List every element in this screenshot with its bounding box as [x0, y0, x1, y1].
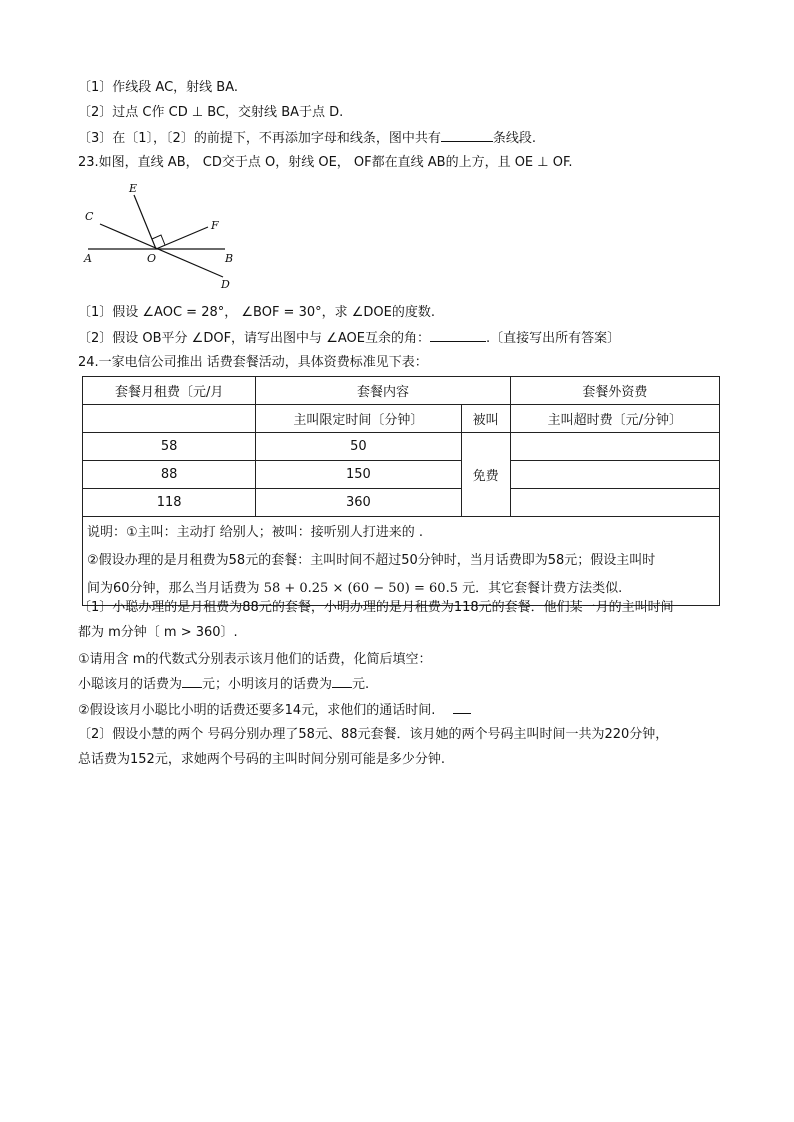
q22-item3-text: 〔3〕在〔1〕，〔2〕的前提下，不再添加字母和线条，图中共有: [78, 131, 441, 146]
table-note: [83, 517, 720, 606]
answer-blank: [182, 674, 202, 688]
fill-text-c: 元.: [352, 677, 370, 692]
th-package-content: 套餐内容: [256, 377, 510, 405]
fill-text-a: 小聪该月的话费为: [78, 677, 183, 692]
answer-blank: [332, 674, 352, 688]
note-line2: ②假设办理的是月租费为58元的套餐：主叫时间不超过50分钟时，当月话费即为58元；假设主叫时: [87, 553, 656, 568]
label-o: O: [147, 252, 157, 265]
q24-stem: 24.一家电信公司推出 话费套餐活动，具体资费标准见下表：: [78, 355, 428, 370]
th-monthly-fee: 套餐月租费〔元/月: [83, 377, 256, 405]
fee-formula: 58 + 0.25 × (60 − 50) = 60.5: [263, 581, 458, 596]
line-cd: [100, 224, 223, 277]
q23-item1: 〔1〕假设 ∠AOC = 28°， ∠BOF = 30°，求 ∠DOE的度数.: [78, 305, 435, 320]
ray-of: [156, 227, 208, 249]
q22-item2: 〔2〕过点 C作 CD ⊥ BC，交射线 BA于点 D.: [78, 105, 344, 120]
q23-item2-tail: .〔直接写出所有答案〕: [485, 331, 621, 346]
cell-overtime: [510, 461, 719, 489]
q22-item3-tail: 条线段.: [492, 131, 536, 146]
q24-p2-line1: 〔2〕假设小慧的两个 号码分别办理了58元、88元套餐．该月她的两个号码主叫时间一共为220分钟，: [78, 727, 669, 742]
empty-cell: [83, 405, 256, 433]
answer-blank: [441, 128, 493, 142]
fill-text-b: 元；小明该月的话费为: [202, 677, 333, 692]
q22-item3: [78, 128, 536, 149]
cell-fee: 58: [83, 433, 256, 461]
q23-stem: 23.如图，直线 AB， CD交于点 O，射线 OE， OF都在直线 AB的上方，且 OE ⊥ OF.: [78, 155, 573, 170]
note-line1: 说明：①主叫：主动打 给别人；被叫：接听别人打进来的 .: [87, 525, 424, 540]
q24-p2-line2: 总话费为152元，求她两个号码的主叫时间分别可能是多少分钟.: [78, 752, 445, 767]
tariff-table: [82, 376, 720, 606]
answer-blank: [430, 328, 486, 342]
q24-p1-line1: 〔1〕小聪办理的是月租费为88元的套餐，小明办理的是月租费为118元的套餐．他们某一月的主叫时间: [78, 600, 674, 615]
cell-limit: 50: [256, 433, 461, 461]
q24-p1-line2: 都为 m分钟〔 m > 360〕.: [78, 625, 238, 640]
q23-figure: [80, 180, 240, 290]
label-a: A: [84, 252, 92, 265]
label-e: E: [129, 182, 138, 195]
cell-overtime: [510, 489, 719, 517]
label-f: F: [211, 219, 219, 232]
th-extra-fee: 套餐外资费: [510, 377, 719, 405]
answer-blank: [453, 700, 471, 714]
label-d: D: [221, 278, 230, 290]
label-b: B: [225, 252, 234, 265]
ray-oe: [134, 195, 156, 249]
th-overtime-fee: 主叫超时费〔元/分钟〕: [510, 405, 719, 433]
cell-overtime: [510, 433, 719, 461]
cell-fee: 118: [83, 489, 256, 517]
th-called: 被叫: [461, 405, 510, 433]
note-line3-tail: 元．其它套餐计费方法类似.: [462, 581, 623, 596]
q24-p1-fill: [78, 674, 369, 695]
cell-fee: 88: [83, 461, 256, 489]
q24-p1-q2-text: ②假设该月小聪比小明的话费还要多14元，求他们的通话时间.: [78, 703, 436, 718]
label-c: C: [85, 210, 94, 223]
cell-limit: 360: [256, 489, 461, 517]
cell-limit: 150: [256, 461, 461, 489]
q22-item1: 〔1〕作线段 AC，射线 BA.: [78, 80, 238, 95]
th-call-limit: 主叫限定时间〔分钟〕: [256, 405, 461, 433]
q23-item2-text: 〔2〕假设 OB平分 ∠DOF，请写出图中与 ∠AOE互余的角：: [78, 331, 430, 346]
q23-item2: [78, 328, 620, 349]
cell-free: 免费: [461, 433, 510, 517]
q24-p1-q1: ①请用含 m的代数式分别表示该月他们的话费，化简后填空：: [78, 652, 432, 667]
q24-p1-q2: [78, 700, 471, 721]
note-line3-text: 间为60分钟，那么当月话费为: [87, 581, 260, 596]
